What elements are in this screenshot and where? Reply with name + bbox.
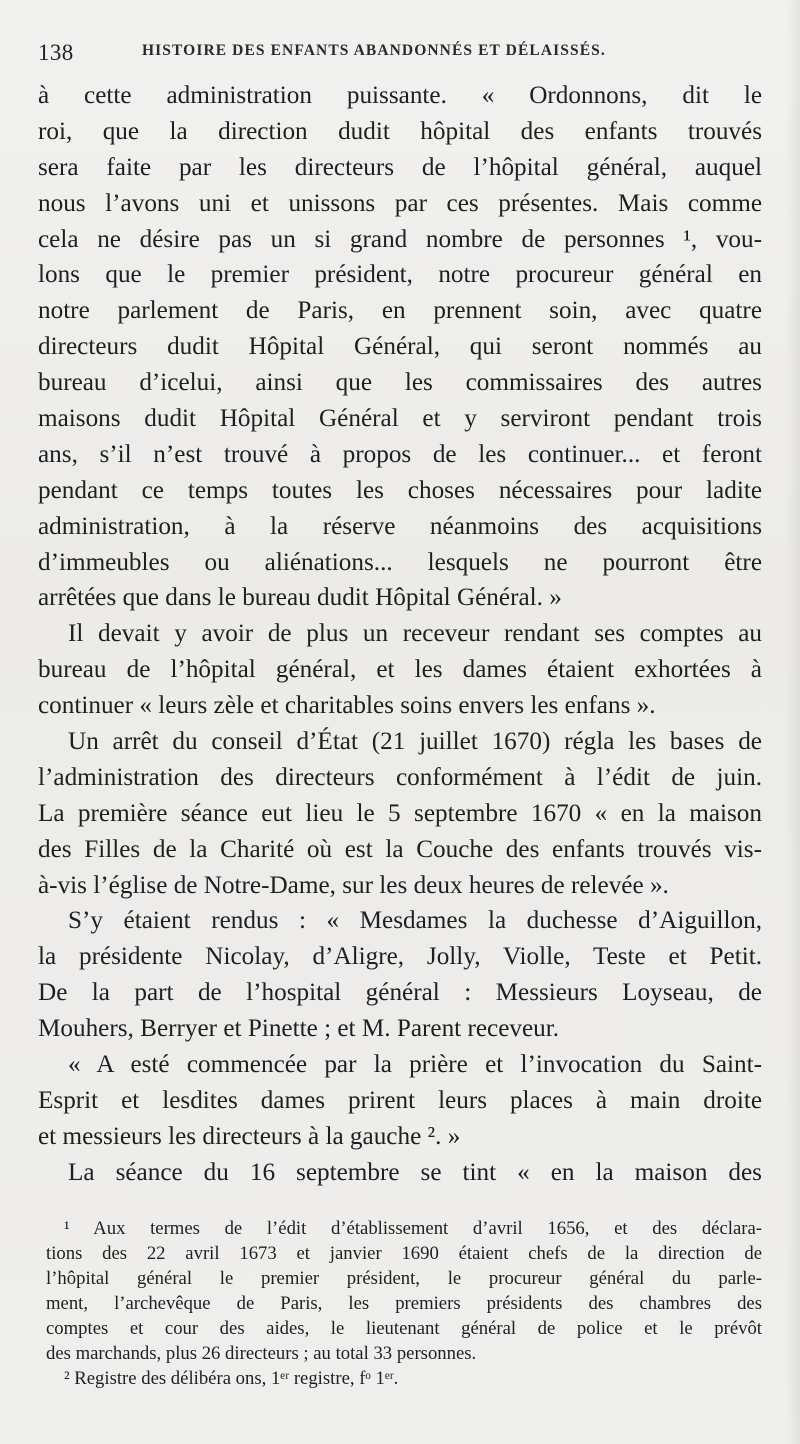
text-line: maisons dudit Hôpital Général et y serviront pendant trois: [38, 405, 762, 433]
footnote-line: l’hôpital général le premier président, le procureur général du parle-: [46, 1268, 762, 1289]
text-line: ans, s’il n’est trouvé à propos de les continuer... et feront: [38, 440, 762, 468]
text-line: des Filles de la Charité où est la Couche des enfants trouvés vis-: [38, 835, 762, 863]
footnote-line: ² Registre des délibéra ons, 1ᵉʳ registre, fᵒ 1ᵉʳ.: [64, 1368, 399, 1389]
text-line: bureau d’icelui, ainsi que les commissaires des autres: [38, 369, 762, 397]
footnote-line: ¹ Aux termes de l’édit d’établissement d’avril 1656, et des déclara-: [64, 1218, 762, 1239]
footnotes: [46, 1216, 762, 1391]
text-line: pendant ce temps toutes les choses nécessaires pour ladite: [38, 476, 762, 504]
footnote-line: des marchands, plus 26 directeurs ; au total 33 personnes.: [46, 1343, 477, 1364]
text-line: Il devait y avoir de plus un receveur rendant ses comptes au: [68, 620, 762, 648]
text-line: directeurs dudit Hôpital Général, qui seront nommés au: [38, 333, 762, 361]
text-line: d’immeubles ou aliénations... lesquels ne pourront être: [38, 548, 762, 576]
text-line: S’y étaient rendus : « Mesdames la duchesse d’Aiguillon,: [68, 907, 762, 935]
text-line: et messieurs les directeurs à la gauche ². »: [38, 1122, 461, 1150]
text-line: sera faite par les directeurs de l’hôpital général, auquel: [38, 153, 762, 181]
text-line: De la part de l’hospital général : Messieurs Loyseau, de: [38, 979, 762, 1007]
text-line: la présidente Nicolay, d’Aligre, Jolly, Violle, Teste et Petit.: [38, 943, 762, 971]
text-line: Mouhers, Berryer et Pinette ; et M. Parent receveur.: [38, 1015, 560, 1043]
text-line: continuer « leurs zèle et charitables soins envers les enfans ».: [38, 692, 656, 720]
text-line: roi, que la direction dudit hôpital des enfants trouvés: [38, 117, 762, 145]
text-line: administration, à la réserve néanmoins des acquisitions: [38, 512, 762, 540]
text-line: arrêtées que dans le bureau dudit Hôpital Général. »: [38, 584, 562, 612]
text-line: nous l’avons uni et unissons par ces présentes. Mais comme: [38, 189, 762, 217]
text-line: « A esté commencée par la prière et l’invocation du Saint-: [68, 1051, 762, 1079]
text-line: La séance du 16 septembre se tint « en la maison des: [68, 1158, 762, 1186]
text-line: à cette administration puissante. « Ordonnons, dit le: [38, 82, 762, 109]
running-title: HISTOIRE DES ENFANTS ABANDONNÉS ET DÉLAISSÉS.: [142, 42, 606, 59]
text-line: lons que le premier président, notre procureur général en: [38, 261, 762, 289]
text-line: Esprit et lesdites dames prirent leurs places à main droite: [38, 1086, 762, 1114]
footnote-line: ment, l’archevêque de Paris, les premiers présidents des chambres des: [46, 1293, 762, 1314]
footnote-line: tions des 22 avril 1673 et janvier 1690 étaient chefs de la direction de: [46, 1243, 762, 1264]
running-head: [38, 36, 768, 66]
page-number: 138: [38, 40, 74, 65]
text-line: Un arrêt du conseil d’État (21 juillet 1670) régla les bases de: [68, 728, 762, 756]
scan-edge-shadow: [786, 0, 800, 1444]
text-line: cela ne désire pas un si grand nombre de personnes ¹, vou-: [38, 225, 762, 253]
text-line: à-vis l’église de Notre-Dame, sur les deux heures de relevée ».: [38, 871, 669, 899]
text-line: l’administration des directeurs conformément à l’édit de juin.: [38, 763, 762, 791]
text-line: La première séance eut lieu le 5 septembre 1670 « en la maison: [38, 799, 762, 827]
text-line: bureau de l’hôpital général, et les dames étaient exhortées à: [38, 656, 762, 684]
footnote-line: comptes et cour des aides, le lieutenant général de police et le prévôt: [46, 1318, 762, 1339]
text-line: notre parlement de Paris, en prennent soin, avec quatre: [38, 297, 762, 325]
body-text: [38, 78, 762, 1191]
